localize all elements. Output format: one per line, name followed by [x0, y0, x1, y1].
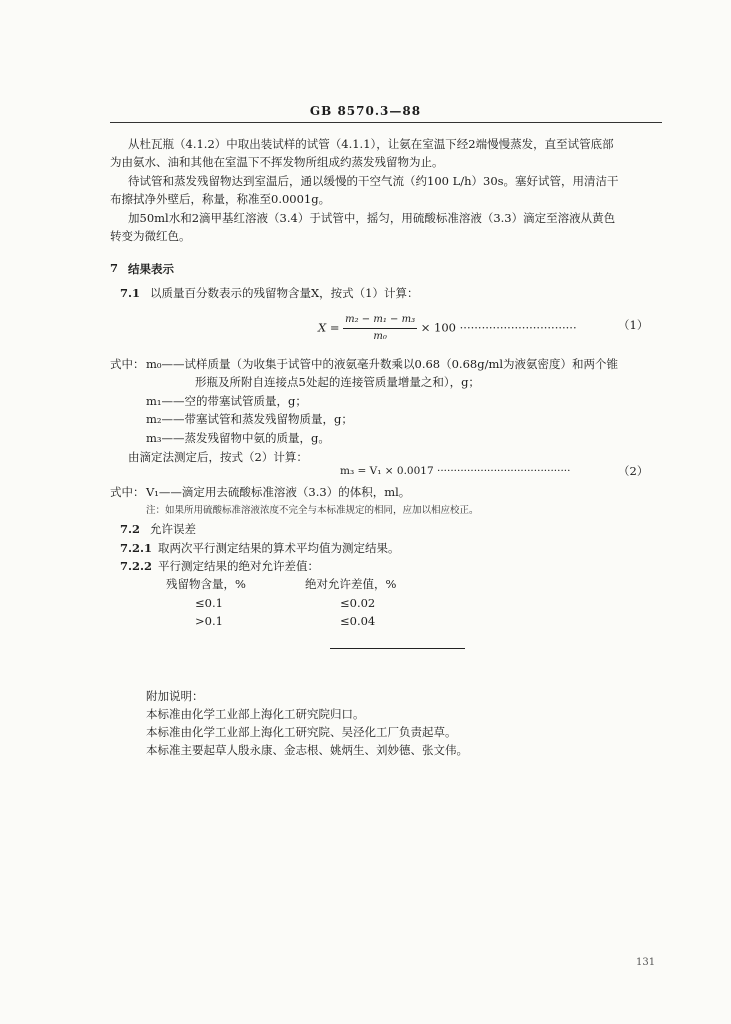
- para1-line1: 从杜瓦瓶（4.1.2）中取出装试样的试管（4.1.1），让氨在室温下经2端慢慢蒸发，直至试管底部: [128, 137, 614, 151]
- para2-line1: 待试管和蒸发残留物达到室温后，通以缓慢的干空气流（约100 L/h）30s。塞好试管，用清洁干: [128, 174, 619, 188]
- s7-2-number: 7.2: [120, 522, 141, 536]
- formula1-numerator: m₂ − m₁ − m₃: [343, 312, 417, 329]
- titration-text: 由滴定法测定后，按式（2）计算：: [128, 450, 308, 464]
- table-row1-content: ≤0.1: [195, 596, 223, 610]
- appendix-line2: 本标准由化学工业部上海化工研究院、吴泾化工厂负责起草。: [146, 725, 457, 739]
- s7-2-2-number: 7.2.2: [120, 559, 153, 573]
- where-label: 式中：: [110, 357, 145, 371]
- s7-1-number: 7.1: [120, 286, 141, 300]
- table-header-tolerance: 绝对允许差值，%: [305, 577, 397, 591]
- appendix-line3: 本标准主要起草人殷永康、金志根、姚炳生、刘妙德、张文伟。: [146, 743, 468, 757]
- var-v1: V₁——滴定用去硫酸标准溶液（3.3）的体积，ml。: [146, 485, 411, 499]
- table-row2-tolerance: ≤0.04: [340, 614, 376, 628]
- para2-line2: 布擦拭净外壁后，称量，称准至0.0001g。: [110, 192, 331, 206]
- para3-line2: 转变为微红色。: [110, 229, 191, 243]
- var-m2: m₂——带塞试管和蒸发残留物质量，g；: [146, 412, 353, 426]
- end-rule: [330, 648, 465, 649]
- var-m3: m₃——蒸发残留物中氨的质量，g。: [146, 431, 330, 445]
- s7-2-2-text: 平行测定结果的绝对允许差值：: [158, 559, 319, 573]
- formula1: [318, 312, 577, 345]
- section-7-number: 7: [110, 261, 119, 275]
- s7-1-text: 以质量百分数表示的残留物含量X，按式（1）计算：: [150, 286, 419, 300]
- formula2: m₃ = V₁ × 0.0017 ········································: [340, 465, 571, 477]
- section-7-title: 结果表示: [128, 262, 174, 276]
- formula1-eqnum: （1）: [618, 318, 649, 332]
- where2-label: 式中：: [110, 485, 145, 499]
- note: 注：如果所用硫酸标准溶液浓度不完全与本标准规定的相同，应加以相应校正。: [146, 505, 479, 516]
- page-number: 131: [636, 957, 656, 968]
- para3-line1: 加50ml水和2滴甲基红溶液（3.4）于试管中，摇匀，用硫酸标准溶液（3.3）滴定至溶液从黄色: [128, 211, 616, 225]
- s7-2-1-text: 取两次平行测定结果的算术平均值为测定结果。: [158, 541, 400, 555]
- formula1-fraction: [343, 312, 417, 345]
- header-rule: [110, 122, 662, 123]
- var-m0-line1: m₀——试样质量（为收集于试管中的液氨毫升数乘以0.68（0.68g/ml为液氨密度）和两个锥: [146, 357, 619, 371]
- formula1-rhs: × 100 ································: [420, 320, 577, 335]
- formula1-denominator: m₀: [373, 331, 387, 342]
- table-row2-content: >0.1: [195, 614, 223, 628]
- var-m0-line2: 形瓶及所附自连接点5处起的连接管质量增量之和），g；: [195, 375, 480, 389]
- formula2-eqnum: （2）: [618, 464, 649, 478]
- s7-2-title: 允许误差: [150, 522, 196, 536]
- para1-line2: 为由氨水、油和其他在室温下不挥发物所组成约蒸发残留物为止。: [110, 155, 444, 169]
- s7-2-1-number: 7.2.1: [120, 541, 153, 555]
- table-row1-tolerance: ≤0.02: [340, 596, 376, 610]
- appendix-line1: 本标准由化学工业部上海化工研究院归口。: [146, 707, 365, 721]
- appendix-title: 附加说明：: [146, 689, 204, 703]
- table-header-content: 残留物含量，%: [166, 577, 246, 591]
- document-header: GB 8570.3—88: [309, 104, 422, 118]
- var-m1: m₁——空的带塞试管质量，g；: [146, 394, 307, 408]
- formula1-lhs: X =: [318, 320, 340, 335]
